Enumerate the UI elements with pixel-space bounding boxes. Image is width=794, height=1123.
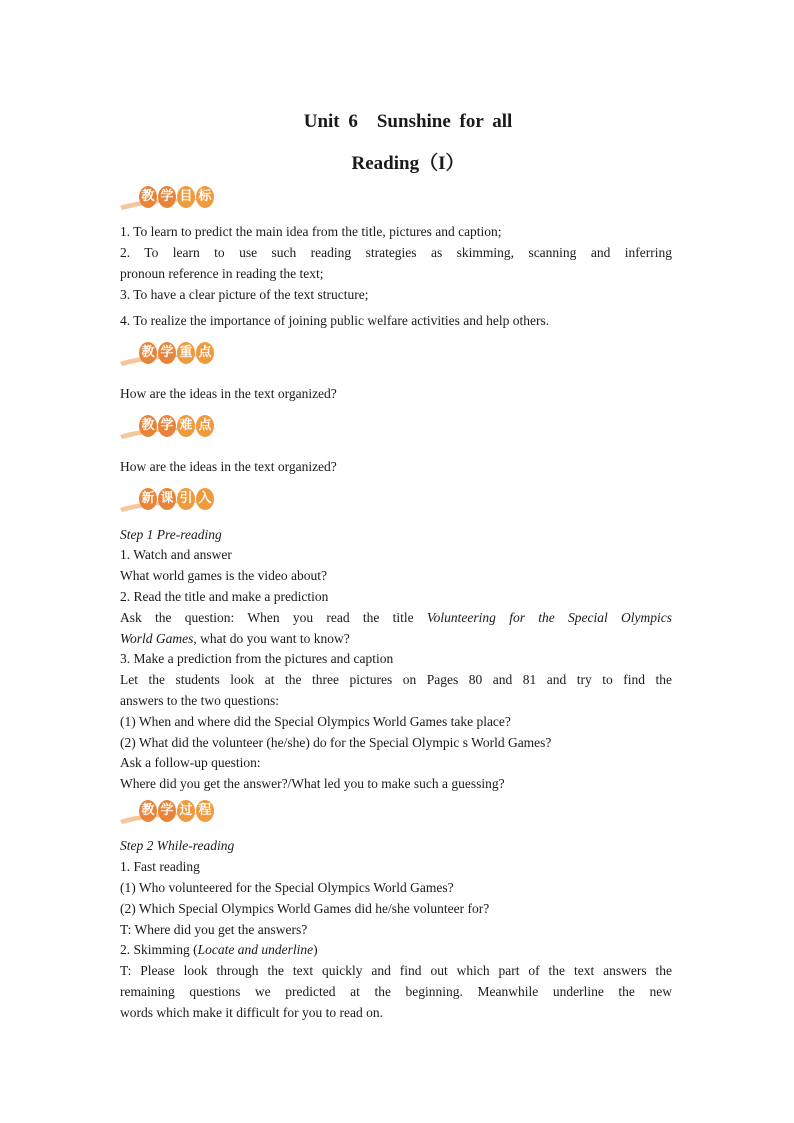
body-text: , what do you want to know? [193,631,350,646]
badge-char: 点 [196,415,214,437]
objectives-badge [118,186,228,212]
body-line: (2) Which Special Olympics World Games did he/she volunteer for? [120,901,490,916]
body-line: words which make it difficult for you to read on. [120,1005,383,1020]
body-line: Where did you get the answer?/What led you to make such a guessing? [120,776,505,791]
body-line: T: Where did you get the answers? [120,922,308,937]
body-line [120,939,672,960]
page-subtitle: Reading（I） [351,153,465,174]
objective-line: 1. To learn to predict the main idea from the title, pictures and caption; [120,224,502,239]
badge-char: 新 [139,488,157,510]
difficulty-text: How are the ideas in the text organized? [120,459,337,474]
body-line: (2) What did the volunteer (he/she) do for the Special Olympic s World Games? [120,735,552,750]
body-text: ) [313,942,318,957]
difficulties-badge [118,415,228,441]
body-line: (1) When and where did the Special Olympics World Games take place? [120,714,511,729]
body-line [120,628,672,649]
body-line: (1) Who volunteered for the Special Olympics World Games? [120,880,454,895]
body-line: What world games is the video about? [120,568,327,583]
body-text: Ask the question: When you read the title [120,610,427,625]
badge-char: 点 [196,342,214,364]
badge-char: 目 [177,186,195,208]
body-line [120,607,672,628]
page-title: Unit 6 Sunshine for all [303,111,513,132]
badge-char: 学 [158,800,176,822]
step-heading: Step 2 While-reading [120,838,235,853]
body-line: 2. Read the title and make a prediction [120,589,329,604]
badge-char: 重 [177,342,195,364]
badge-char: 引 [177,488,195,510]
book-title: Volunteering for the Special Olympics [426,610,672,625]
badge-char: 学 [158,415,176,437]
badge-char: 学 [158,342,176,364]
objective-line: 4. To realize the importance of joining public welfare activities and help others. [120,313,550,328]
process-badge [118,800,228,826]
body-line: 1. Fast reading [120,859,200,874]
key-points-badge [118,342,228,368]
body-line: answers to the two questions: [120,693,279,708]
badge-char: 课 [158,488,176,510]
badge-char: 教 [139,186,157,208]
objective-line: 3. To have a clear picture of the text structure; [120,287,369,302]
body-text: 2. Skimming ( [120,942,198,957]
badge-char: 入 [196,488,214,510]
body-line: remaining questions we predicted at the beginning. Meanwhile underline the new [120,984,672,999]
badge-char: 难 [177,415,195,437]
intro-badge [118,488,228,514]
badge-char: 过 [177,800,195,822]
step-heading: Step 1 Pre-reading [120,527,222,542]
body-line: 1. Watch and answer [120,547,232,562]
body-line: Let the students look at the three pictures on Pages 80 and 81 and try to find the [120,672,672,687]
badge-char: 教 [139,342,157,364]
badge-char: 学 [158,186,176,208]
badge-char: 标 [196,186,214,208]
objective-line: pronoun reference in reading the text; [120,266,324,281]
instruction-italic: Locate and underline [197,942,314,957]
badge-char: 程 [196,800,214,822]
body-line: T: Please look through the text quickly and find out which part of the text answers the [120,963,672,978]
objective-line: 2. To learn to use such reading strategies as skimming, scanning and inferring [120,245,672,260]
badge-char: 教 [139,415,157,437]
body-line: Ask a follow-up question: [120,755,261,770]
book-title: World Games [120,631,194,646]
body-line: 3. Make a prediction from the pictures and caption [120,651,394,666]
key-point-text: How are the ideas in the text organized? [120,386,337,401]
badge-char: 教 [139,800,157,822]
